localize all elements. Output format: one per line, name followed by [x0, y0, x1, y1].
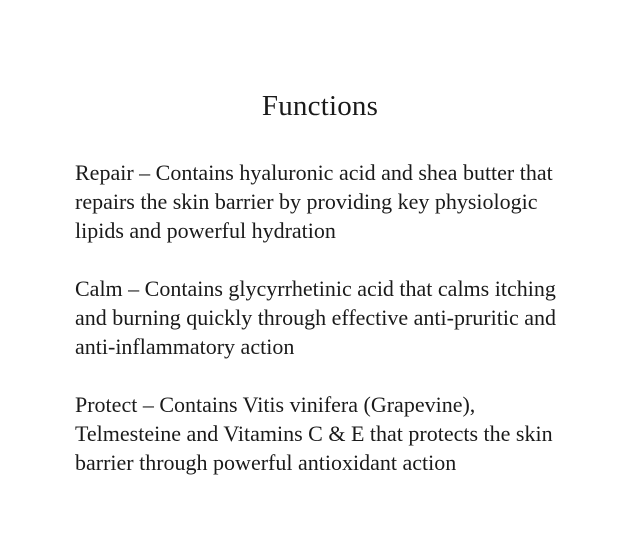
- function-text-line: Repair – Contains hyaluronic acid and shea butter that: [75, 160, 553, 185]
- function-text-line: repairs the skin barrier by providing key physiologic: [75, 189, 538, 214]
- function-text-line: and burning quickly through effective anti-pruritic and: [75, 305, 557, 330]
- function-text-line: barrier through powerful antioxidant action: [75, 450, 457, 475]
- function-text-line: Calm – Contains glycyrrhetinic acid that calms itching: [75, 276, 556, 301]
- function-list: [75, 158, 605, 506]
- function-calm: [75, 274, 605, 361]
- function-text-line: Protect – Contains Vitis vinifera (Grapevine),: [75, 392, 476, 417]
- function-text-line: Telmesteine and Vitamins C & E that protects the skin: [75, 421, 553, 446]
- function-text-line: anti-inflammatory action: [75, 334, 295, 359]
- page-title: Functions: [261, 90, 379, 122]
- function-text-line: lipids and powerful hydration: [75, 218, 336, 243]
- function-repair: [75, 158, 605, 245]
- function-protect: [75, 390, 605, 477]
